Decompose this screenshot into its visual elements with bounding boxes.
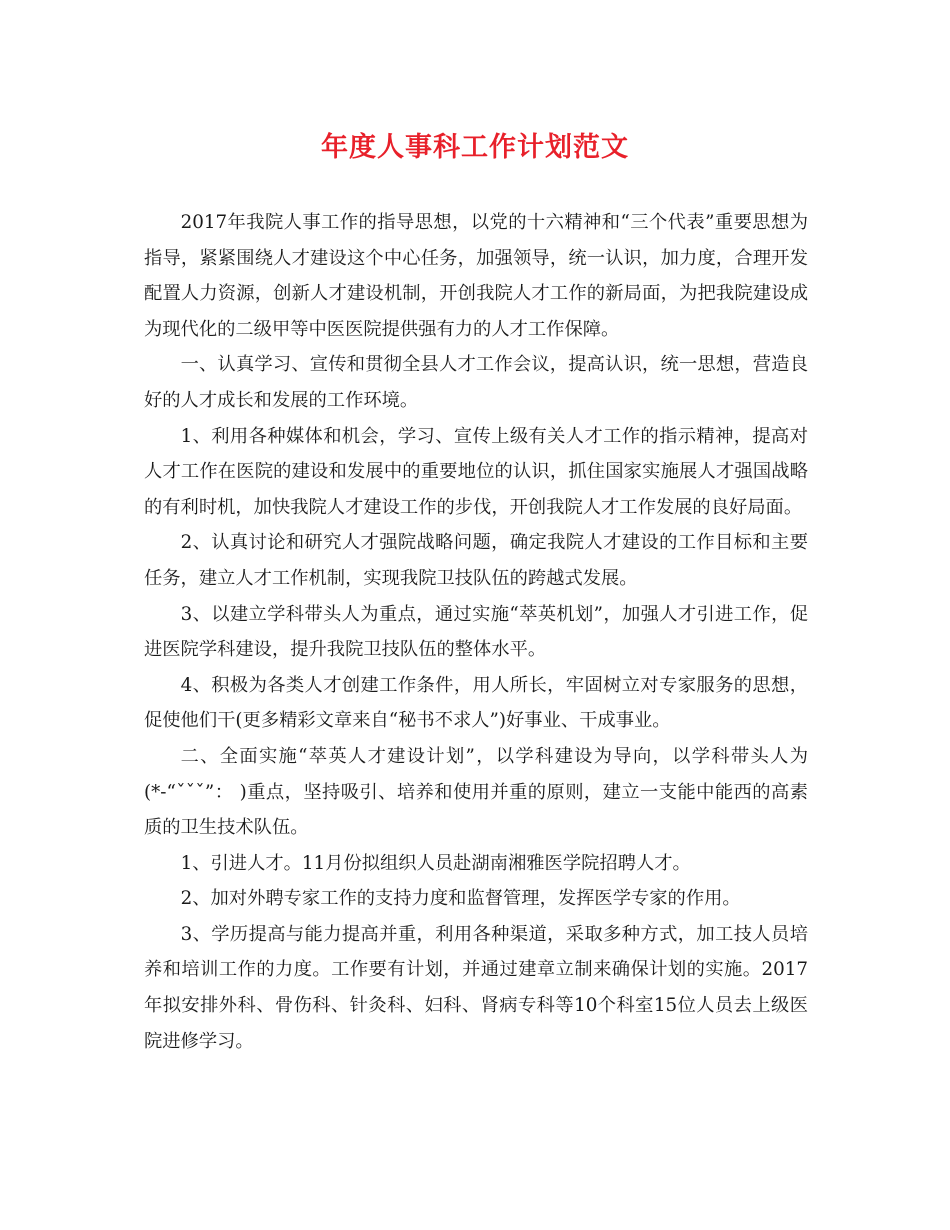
- paragraph-section-two: 二、全面实施“萃英人才建设计划”，以学科建设为导向，以学科带头人为(*-“ˇˇˇ”： )重点，坚持吸引、培养和使用并重的原则，建立一支能中能西的高素质的卫生技术队伍。: [144, 745, 808, 839]
- paragraph-section-two-item-3: 3、学历提高与能力提高并重，利用各种渠道，采取多种方式，加工技人员培养和培训工作的力度。工作要有计划，并通过建章立制来确保计划的实施。2017年拟安排外科、骨伤科、针灸科、妇科、肾病专科等10个科室15位人员去上级医院进修学习。: [144, 923, 808, 1052]
- document-title: 年度人事科工作计划范文: [321, 132, 629, 163]
- paragraph-section-two-item-1: 1、引进人才。11月份拟组织人员赴湖南湘雅医学院招聘人才。: [180, 852, 691, 874]
- paragraph-item-3: 3、以建立学科带头人为重点，通过实施“萃英机划”，加强人才引进工作，促进医院学科建设，提升我院卫技队伍的整体水平。: [144, 603, 808, 661]
- paragraph-item-4: 4、积极为各类人才创建工作条件，用人所长，牢固树立对专家服务的思想，促使他们干(更多精彩文章来自“秘书不求人”)好事业、干成事业。: [144, 674, 808, 732]
- document-body: [144, 205, 808, 1059]
- paragraph-section-two-item-2: 2、加对外聘专家工作的支持力度和监督管理，发挥医学专家的作用。: [180, 888, 741, 910]
- paragraph-item-1: 1、利用各种媒体和机会，学习、宣传上级有关人才工作的指示精神，提高对人才工作在医院的建设和发展中的重要地位的认识，抓住国家实施展人才强国战略的有利时机，加快我院人才建设工作的步伐，开创我院人才工作发展的良好局面。: [144, 425, 808, 518]
- paragraph-item-2: 2、认真讨论和研究人才强院战略问题，确定我院人才建设的工作目标和主要任务，建立人才工作机制，实现我院卫技队伍的跨越式发展。: [144, 532, 808, 589]
- paragraph-intro: 2017年我院人事工作的指导思想，以党的十六精神和“三个代表”重要思想为指导，紧紧围绕人才建设这个中心任务，加强领导，统一认识，加力度，合理开发配置人力资源，创新人才建设机制，开创我院人才工作的新局面，为把我院建设成为现代化的二级甲等中医医院提供强有力的人才工作保障。: [144, 212, 808, 340]
- paragraph-section-one: 一、认真学习、宣传和贯彻全县人才工作会议，提高认识，统一思想，营造良好的人才成长和发展的工作环境。: [144, 354, 808, 411]
